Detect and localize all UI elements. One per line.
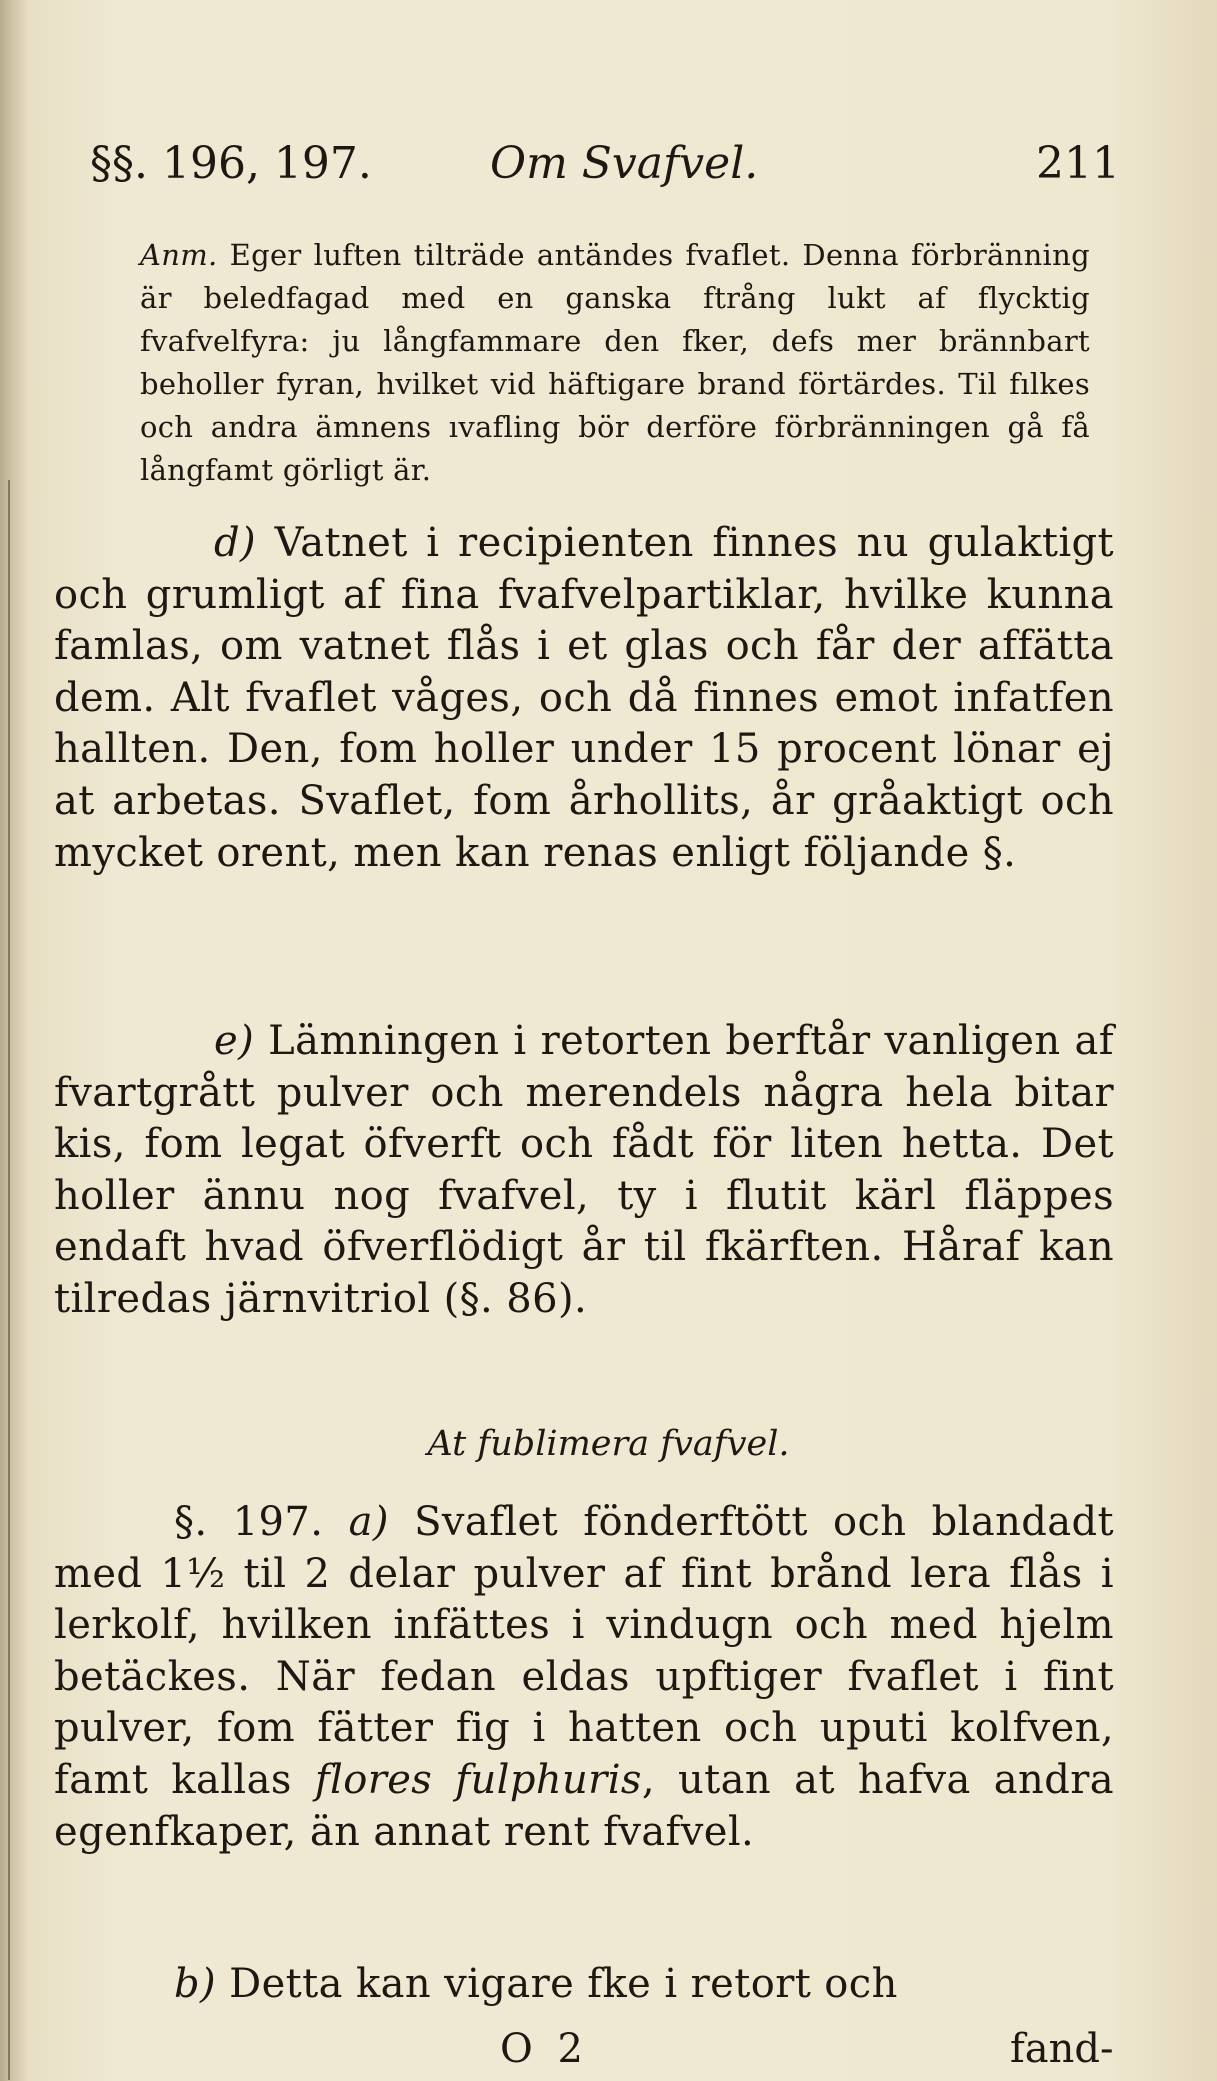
subheading: At fublimera fvafvel.	[427, 1424, 790, 1464]
paragraph-197-mark: a)	[348, 1499, 389, 1545]
paragraph-e-mark: e)	[214, 1018, 255, 1064]
paragraph-197	[54, 1497, 1114, 1858]
note-lead: Anm.	[140, 238, 218, 272]
paragraph-197-text-before: Svaflet fönderftött och blandadt med 1½ til 2 delar pulver af fint brånd lera flås i lerkolf, hvilken infättes i vindugn och med hjelm betäckes. När fedan eldas upftiger fvaflet i fint pulver, fom fätter fig i hatten och uputi kolfven, famt kallas	[54, 1499, 1114, 1803]
page-spine-shadow	[0, 0, 28, 2081]
paragraph-d-text: Vatnet i recipienten finnes nu gulaktigt och grumligt af fina fvafvelpartiklar, hvilke kunna famlas, om vatnet flås i et glas och får der affätta dem. Alt fvaflet våges, och då finnes emot infatfen hallten. Den, fom holler under 15 procent lönar ej at arbetas. Svaflet, fom århollits, år gråaktigt och mycket orent, men kan renas enligt följande §.	[54, 520, 1114, 876]
paragraph-197-section: §. 197.	[174, 1499, 324, 1545]
catchword: fand-	[1010, 2026, 1114, 2072]
paragraph-e-text: Lämningen i retorten berftår vanligen af fvartgrått pulver och merendels några hela bitar kis, fom legat öfverft och fådt för liten hetta. Det holler ännu nog fvafvel, ty i flutit kärl fläppes endaft hvad öfverflödigt år til fkärften. Håraf kan tilredas järnvitriol (§. 86).	[54, 1018, 1114, 1322]
paragraph-197-text-after: , utan at hafva andra egenfkaper, än annat rent fvafvel.	[54, 1756, 1114, 1855]
page-number: 211	[1036, 138, 1120, 189]
signature-mark: O 2	[500, 2026, 589, 2072]
paragraph-e	[54, 1016, 1114, 1326]
header-section-ref: §§. 196, 197.	[90, 138, 372, 189]
paragraph-b-mark: b)	[174, 1961, 217, 2007]
paragraph-d	[54, 518, 1114, 879]
note-text: Eger luften tilträde antändes fvaflet. Denna förbränning är beledfagad med en ganska ftrång lukt af flycktig fvafvelfyra: ju långfammare den fker, defs mer brännbart beholler fyran, hvilket vid häftigare brand förtärdes. Til fılkes och andra ämnens ıvafling bör derföre förbränningen gå få långfamt görligt är.	[140, 238, 1090, 487]
paragraph-197-italic-term: flores fulphuris	[314, 1756, 642, 1803]
paragraph-d-mark: d)	[214, 520, 257, 566]
annotation-note	[140, 234, 1090, 492]
paragraph-b	[54, 1958, 1114, 2010]
paragraph-b-text: Detta kan vigare fke i retort och	[229, 1961, 898, 2007]
running-header	[90, 138, 1120, 202]
header-running-title: Om Svafvel.	[490, 138, 759, 189]
gutter-line	[8, 480, 10, 2080]
